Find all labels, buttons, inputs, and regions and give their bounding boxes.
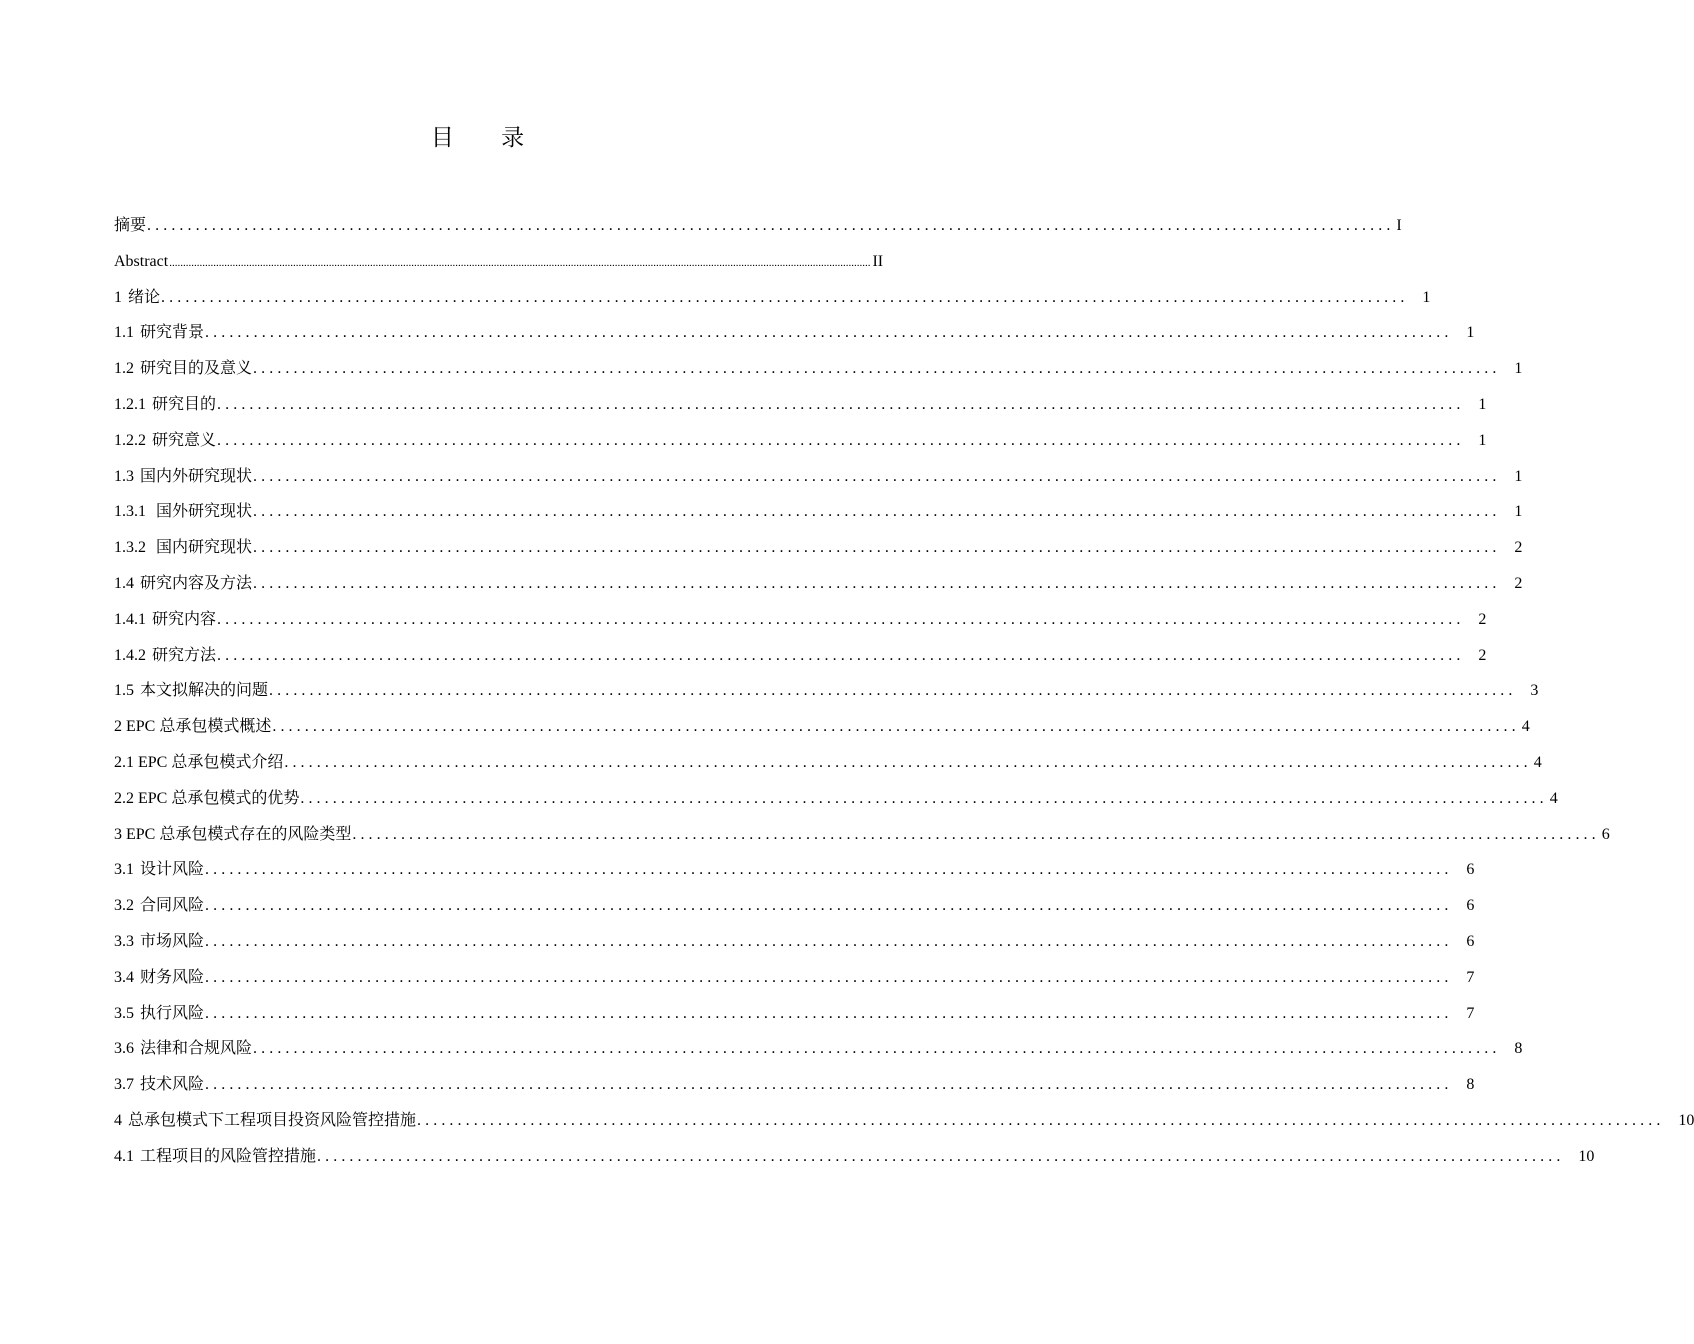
toc-entry-number: 3.7 (114, 1076, 134, 1094)
toc-entry-label (114, 781, 299, 817)
toc-entry-text: 工程项目的风险管控措施 (140, 1147, 317, 1165)
toc-leader-dots: .......................................................................................................................................................... (352, 825, 1600, 843)
toc-page-number: 2 (1514, 574, 1523, 592)
toc-entry-label (114, 1103, 416, 1139)
toc-leader-dots: .......................................................................................................................................................... (300, 789, 1548, 807)
toc-entry-number: 1.4.1 (114, 610, 146, 628)
toc-entry-number: 1.4.2 (114, 646, 146, 664)
toc-entry-number: 1.2.1 (114, 395, 146, 413)
toc-entry-number: 1.1 (114, 324, 134, 342)
toc-page-number: 7 (1466, 1004, 1475, 1022)
toc-entry-text: 财务风险 (140, 968, 205, 986)
toc-entry-text: 市场风险 (140, 932, 205, 950)
toc-entry[interactable] (114, 351, 1523, 387)
toc-entry-number: 1.5 (114, 682, 134, 700)
toc-entry-text: Abstract (114, 252, 169, 270)
toc-entry[interactable] (114, 638, 1487, 674)
toc-leader-dots: .......................................................................................................................................................... (205, 861, 1453, 879)
toc-entry-label (114, 745, 283, 781)
toc-entry[interactable] (114, 459, 1523, 495)
toc-leader-dots: .......................................................................................................................................................... (272, 718, 1520, 736)
toc-entry-number: 3.6 (114, 1040, 134, 1058)
toc-entry-label (114, 852, 204, 888)
toc-entry-label (114, 1031, 252, 1067)
toc-entry-text: 2.2 EPC 总承包模式的优势 (114, 789, 300, 807)
toc-entry-text: 2 EPC 总承包模式概述 (114, 718, 272, 736)
toc-leader-dots: .......................................................................................................................................................... (147, 217, 1395, 234)
toc-entry-number: 1 (114, 288, 122, 306)
toc-entry-text: 国内研究现状 (156, 539, 253, 557)
toc-page-number: 2 (1478, 610, 1487, 628)
toc-entry-text: 研究内容 (152, 610, 217, 628)
toc-entry[interactable] (114, 1103, 1694, 1139)
toc-page-number: 8 (1514, 1040, 1523, 1058)
toc-entry-number: 1.3.2 (114, 539, 146, 557)
toc-title: 目 录 (430, 125, 545, 151)
toc-leader-dots: .......................................................................................................................................................... (269, 682, 1517, 700)
toc-entry-text: 研究意义 (152, 431, 217, 449)
toc-page-number: 4 (1533, 753, 1542, 771)
toc-page-number: 2 (1478, 646, 1487, 664)
toc-page-number: I (1396, 217, 1402, 234)
toc-page-number: 1 (1514, 360, 1523, 378)
toc-leader-dots: .......................................................................................................................................................... (217, 610, 1465, 628)
toc-entry-label (114, 494, 252, 530)
toc-leader-dots: .......................................................................................................................................................... (205, 1076, 1453, 1094)
toc-entry[interactable] (114, 566, 1523, 602)
toc-leader-dots: .......................................................................................................................................................... (205, 1004, 1453, 1022)
toc-entry-label (114, 351, 252, 387)
toc-entry-label (114, 888, 204, 924)
toc-entry[interactable] (114, 1031, 1523, 1067)
toc-entry-number: 3.1 (114, 861, 134, 879)
toc-entry-label (114, 673, 268, 709)
toc-entry-text: 研究目的及意义 (140, 360, 253, 378)
toc-page-number: 1 (1514, 467, 1523, 485)
toc-entry-label (114, 602, 216, 638)
toc-entry-number: 1.3.1 (114, 503, 146, 521)
toc-entry-text: 总承包模式下工程项目投资风险管控措施 (128, 1111, 417, 1129)
toc-entry-number: 1.3 (114, 467, 134, 485)
toc-page-number: 6 (1466, 897, 1475, 915)
toc-entry-text: 研究目的 (152, 395, 217, 413)
toc-entry[interactable] (114, 280, 1431, 316)
toc-entry-text: 国外研究现状 (156, 503, 253, 521)
toc-entry-text: 研究背景 (140, 324, 205, 342)
toc-entry-text: 技术风险 (140, 1076, 205, 1094)
toc-entry-label (114, 280, 160, 316)
toc-page-number: 1 (1478, 431, 1487, 449)
toc-entry-number: 3.4 (114, 968, 134, 986)
toc-page-number: 1 (1514, 503, 1523, 521)
toc-leader-dots: .......................................................................................................................................................... (205, 324, 1453, 342)
toc-entry-label (114, 817, 351, 853)
toc-entry-label (114, 638, 216, 674)
toc-page-number: 4 (1549, 789, 1558, 807)
toc-entry[interactable] (114, 494, 1523, 530)
toc-page-number: 10 (1678, 1111, 1694, 1129)
toc-entry[interactable] (114, 996, 1475, 1032)
toc-entry-number: 1.4 (114, 574, 134, 592)
toc-entry[interactable] (114, 1067, 1475, 1103)
toc-leader-dots: .......................................................................................................................................................... (253, 539, 1501, 557)
toc-leader-dots: .......................................................................................................................................................... (317, 1147, 1565, 1165)
toc-entry-label (114, 996, 204, 1032)
toc-entry[interactable] (114, 709, 1530, 745)
toc-entry-text: 国内外研究现状 (140, 467, 253, 485)
toc-leader-dots: .......................................................................................................................................................... (205, 968, 1453, 986)
toc-leader-dots: .......................................................................................................................................................... (217, 431, 1465, 449)
toc-list (114, 208, 1694, 1175)
toc-entry-number: 3.5 (114, 1004, 134, 1022)
toc-entry-text: 本文拟解决的问题 (140, 682, 269, 700)
toc-leader-dots: .......................................................................................................................................................... (217, 395, 1465, 413)
toc-leader-dots: .......................................................................................................................................................... (253, 1040, 1501, 1058)
toc-page-number: 3 (1530, 682, 1539, 700)
toc-entry-label (114, 960, 204, 996)
toc-leader-dots: .......................................................................................................................................................... (417, 1111, 1665, 1129)
toc-entry[interactable] (114, 208, 1402, 244)
toc-entry[interactable] (114, 960, 1475, 996)
toc-leader-dots: .......................................................................................................................................................... (217, 646, 1465, 664)
toc-page-number: 1 (1466, 324, 1475, 342)
toc-leader-dots: ............................................................................................................................................................................................................................................................... (169, 256, 871, 269)
toc-entry-label (114, 709, 271, 745)
toc-page-number: 6 (1601, 825, 1610, 843)
toc-leader-dots: .......................................................................................................................................................... (205, 897, 1453, 915)
toc-entry[interactable] (114, 530, 1523, 566)
toc-entry-label (114, 387, 216, 423)
toc-page-number: 1 (1478, 395, 1487, 413)
toc-leader-dots: .......................................................................................................................................................... (253, 503, 1501, 521)
toc-entry[interactable] (114, 244, 884, 280)
toc-page-number: 10 (1578, 1147, 1595, 1165)
toc-entry[interactable] (114, 602, 1487, 638)
toc-entry-text: 研究方法 (152, 646, 217, 664)
toc-entry-number: 4.1 (114, 1147, 134, 1165)
toc-leader-dots: .......................................................................................................................................................... (284, 753, 1532, 771)
toc-page-number: 6 (1466, 861, 1475, 879)
toc-entry-label (114, 459, 252, 495)
toc-entry[interactable] (114, 817, 1610, 853)
toc-page-number: 1 (1422, 288, 1431, 306)
toc-leader-dots: .......................................................................................................................................................... (253, 360, 1501, 378)
toc-entry[interactable] (114, 315, 1475, 351)
toc-entry-label (114, 315, 204, 351)
toc-leader-dots: .......................................................................................................................................................... (161, 288, 1409, 306)
toc-entry[interactable] (114, 852, 1475, 888)
toc-entry-text: 法律和合规风险 (140, 1040, 253, 1058)
toc-entry[interactable] (114, 781, 1558, 817)
toc-entry-number: 1.2.2 (114, 431, 146, 449)
toc-entry[interactable] (114, 745, 1542, 781)
toc-page-number: 8 (1466, 1076, 1475, 1094)
toc-entry-label (114, 423, 216, 459)
toc-page-number: II (872, 252, 884, 270)
toc-leader-dots: .......................................................................................................................................................... (205, 932, 1453, 950)
toc-entry-text: 执行风险 (140, 1004, 205, 1022)
toc-entry[interactable] (114, 888, 1475, 924)
toc-entry-label (114, 530, 252, 566)
toc-page-number: 4 (1521, 718, 1530, 736)
toc-entry-text: 设计风险 (140, 861, 205, 879)
toc-leader-dots: .......................................................................................................................................................... (253, 467, 1501, 485)
toc-entry[interactable] (114, 673, 1539, 709)
toc-entry-number: 3.2 (114, 897, 134, 915)
toc-entry-label (114, 1139, 316, 1175)
toc-entry-text: 绪论 (128, 288, 161, 306)
toc-entry-number: 3.3 (114, 932, 134, 950)
toc-page-number: 2 (1514, 539, 1523, 557)
toc-entry[interactable] (114, 387, 1487, 423)
toc-entry-label (114, 1067, 204, 1103)
toc-entry-text: 合同风险 (140, 897, 205, 915)
toc-entry-label (114, 566, 252, 602)
toc-entry-text: 3 EPC 总承包模式存在的风险类型 (114, 825, 352, 843)
toc-entry-label (114, 208, 146, 244)
toc-entry-label (114, 244, 168, 280)
toc-entry-number: 4 (114, 1111, 122, 1129)
toc-entry[interactable] (114, 1139, 1595, 1175)
toc-entry[interactable] (114, 423, 1487, 459)
toc-entry-text: 摘要 (114, 217, 147, 234)
toc-entry-label (114, 924, 204, 960)
toc-entry-text: 2.1 EPC 总承包模式介绍 (114, 753, 284, 771)
toc-leader-dots: .......................................................................................................................................................... (253, 574, 1501, 592)
toc-page-number: 7 (1466, 968, 1475, 986)
toc-page-number: 6 (1466, 932, 1475, 950)
toc-entry-text: 研究内容及方法 (140, 574, 253, 592)
toc-entry[interactable] (114, 924, 1475, 960)
toc-entry-number: 1.2 (114, 360, 134, 378)
